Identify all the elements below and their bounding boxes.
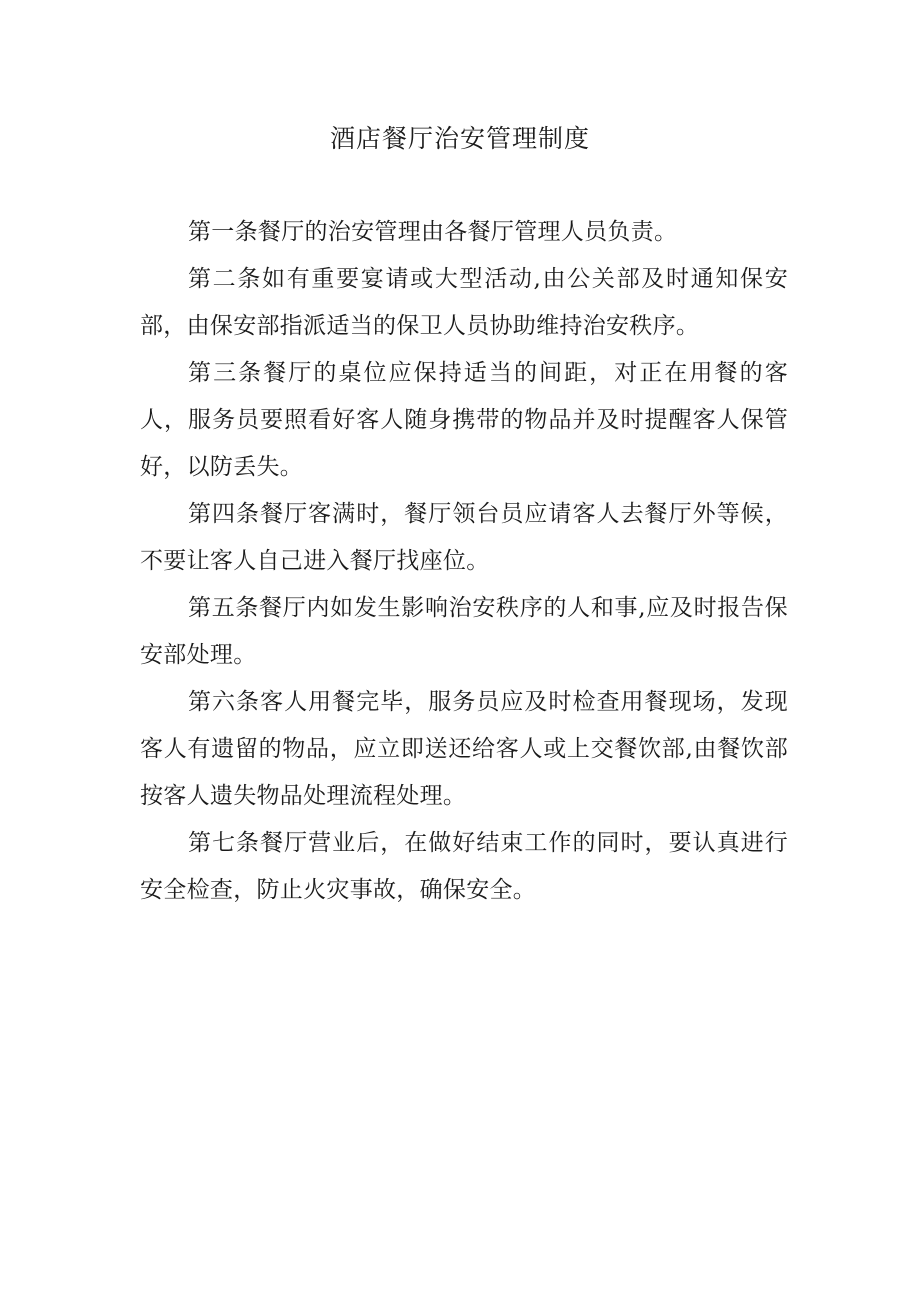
document-body: [140, 209, 788, 914]
article-4: 第四条餐厅客满时，餐厅领台员应请客人去餐厅外等候，不要让客人自己进入餐厅找座位。: [140, 501, 788, 574]
article-5: 第五条餐厅内如发生影响治安秩序的人和事,应及时报告保安部处理。: [140, 595, 788, 668]
article-6: 第六条客人用餐完毕，服务员应及时检查用餐现场，发现客人有遗留的物品，应立即送还给客人或上交餐饮部,由餐饮部按客人遗失物品处理流程处理。: [140, 689, 788, 809]
article-1: 第一条餐厅的治安管理由各餐厅管理人员负责。: [188, 219, 678, 245]
document-title: 酒店餐厅治安管理制度: [329, 124, 590, 153]
article-2: 第二条如有重要宴请或大型活动,由公关部及时通知保安部，由保安部指派适当的保卫人员协助维持治安秩序。: [140, 266, 788, 339]
article-3: 第三条餐厅的桌位应保持适当的间距，对正在用餐的客人，服务员要照看好客人随身携带的物品并及时提醒客人保管好，以防丢失。: [140, 360, 788, 480]
article-7: 第七条餐厅营业后，在做好结束工作的同时，要认真进行安全检查，防止火灾事故，确保安全。: [140, 830, 788, 903]
